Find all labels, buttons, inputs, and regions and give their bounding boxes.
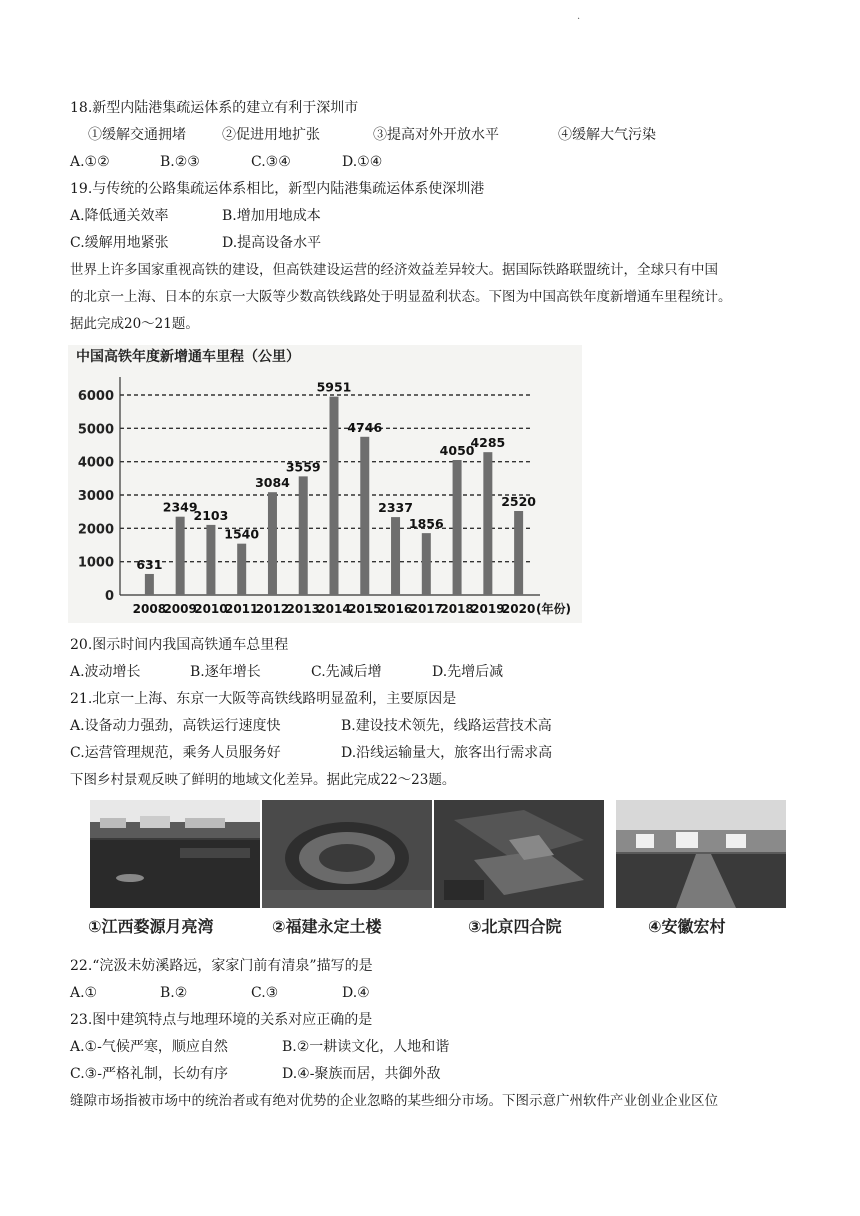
value-label: 5951 <box>316 379 352 395</box>
x-tick-label: 2010 <box>194 602 228 616</box>
q23-option-a: A.①-气候严寒，顺应自然 <box>70 1039 228 1055</box>
page-mark: · <box>577 14 581 25</box>
q20-stem: 20.图示时间内我国高铁通车总里程 <box>70 637 289 653</box>
q18-option-c: C.③④ <box>251 154 291 170</box>
q18-option-b: B.②③ <box>160 154 200 170</box>
value-label: 4285 <box>470 435 506 451</box>
q20-option-b: B.逐年增长 <box>190 664 261 680</box>
passage1-line-2: 的北京一上海、日本的东京一大阪等少数高铁线路处于明显盈利状态。下图为中国高铁年度新增通车里程统计。 <box>70 289 732 305</box>
y-tick-label: 0 <box>104 589 114 604</box>
x-tick-label: 2019 <box>471 602 505 616</box>
y-tick-label: 2000 <box>77 522 114 538</box>
q21-option-a: A.设备动力强劲，高铁运行速度快 <box>70 718 281 734</box>
photo-wuyuan <box>90 800 260 908</box>
value-label: 2520 <box>501 494 537 509</box>
q21-option-d: D.沿线运输量大，旅客出行需求高 <box>341 745 553 761</box>
q23-stem: 23.图中建筑特点与地理环境的关系对应正确的是 <box>70 1012 373 1028</box>
q22-option-d: D.④ <box>342 985 370 1001</box>
photo-caption-2: ②福建永定土楼 <box>272 917 382 936</box>
q20-option-c: C.先减后增 <box>311 664 382 680</box>
value-label: 2337 <box>378 500 413 516</box>
q21-option-c: C.运营管理规范，乘务人员服务好 <box>70 745 281 761</box>
x-tick-label: 2016 <box>378 602 413 616</box>
bar-2012 <box>268 492 277 595</box>
photo-hongcun <box>616 800 786 908</box>
bar-2016 <box>391 517 400 595</box>
value-label: 3559 <box>285 459 321 475</box>
bar-2017 <box>422 533 431 595</box>
q19-option-c: C.缓解用地紧张 <box>70 235 169 251</box>
q22-option-b: B.② <box>160 985 188 1001</box>
bar-2013 <box>299 476 308 595</box>
q18-item-1: ①缓解交通拥堵 <box>88 127 186 143</box>
q18-item-3: ③提高对外开放水平 <box>373 127 499 143</box>
x-tick-label: 2014 <box>317 602 351 616</box>
value-label: 1856 <box>408 516 444 532</box>
x-tick-label: 2008 <box>132 602 167 616</box>
value-label: 631 <box>136 556 163 572</box>
passage1-line-3: 据此完成20～21题。 <box>70 316 199 332</box>
chart-title: 中国高铁年度新增通车里程（公里） <box>76 349 300 365</box>
x-tick-label: 2015 <box>348 602 382 616</box>
photo-caption-1: ①江西婺源月亮湾 <box>88 917 214 936</box>
value-label: 2349 <box>162 499 198 515</box>
x-tick-label: 2018 <box>440 602 474 616</box>
q19-option-b: B.增加用地成本 <box>222 208 321 224</box>
bar-2018 <box>453 460 462 595</box>
bar-2009 <box>176 517 185 595</box>
bar-2014 <box>330 397 339 595</box>
q23-option-c: C.③-严格礼制，长幼有序 <box>70 1066 228 1082</box>
q23-option-b: B.②一耕读文化，人地和谐 <box>282 1039 450 1055</box>
x-tick-label: 2009 <box>163 602 197 616</box>
q21-stem: 21.北京一上海、东京一大阪等高铁线路明显盈利，主要原因是 <box>70 691 457 707</box>
q19-stem: 19.与传统的公路集疏运体系相比，新型内陆港集疏运体系使深圳港 <box>70 181 485 197</box>
y-tick-label: 6000 <box>77 389 114 404</box>
q18-stem: 18.新型内陆港集疏运体系的建立有利于深圳市 <box>70 100 359 116</box>
value-label: 4746 <box>347 419 383 435</box>
rail-mileage-chart <box>68 345 582 623</box>
x-tick-label: 2017 <box>409 602 444 616</box>
y-tick-label: 3000 <box>77 489 114 504</box>
q19-option-a: A.降低通关效率 <box>70 208 169 224</box>
q18-option-d: D.①④ <box>342 154 383 170</box>
q21-option-b: B.建设技术领先，线路运营技术高 <box>341 718 552 734</box>
passage3: 缝隙市场指被市场中的统治者或有绝对优势的企业忽略的某些细分市场。下图示意广州软件产业创业企业区位 <box>70 1093 718 1109</box>
y-tick-label: 1000 <box>77 555 114 571</box>
value-label: 1540 <box>224 526 260 542</box>
x-tick-label: 2011 <box>224 602 259 616</box>
x-tick-label: 2020 <box>501 602 536 616</box>
q18-item-4: ④缓解大气污染 <box>558 127 656 143</box>
q18-item-2: ②促进用地扩张 <box>222 127 320 143</box>
bar-2015 <box>360 437 369 595</box>
bar-2019 <box>483 452 492 595</box>
photo-tulou <box>262 800 432 908</box>
photo-siheyuan <box>434 800 604 908</box>
value-label: 4050 <box>439 443 475 458</box>
value-label: 3084 <box>255 475 290 491</box>
bar-2008 <box>145 574 154 595</box>
bar-2011 <box>237 544 246 595</box>
y-tick-label: 4000 <box>77 455 114 471</box>
q22-option-a: A.① <box>70 985 98 1001</box>
bar-2010 <box>206 525 215 595</box>
village-photos <box>90 800 790 945</box>
passage1-line-1: 世界上许多国家重视高铁的建设，但高铁建设运营的经济效益差异较大。据国际铁路联盟统计，全球只有中国 <box>70 262 718 278</box>
bar-2020 <box>514 511 523 595</box>
x-tick-label: 2013 <box>286 602 320 616</box>
passage2: 下图乡村景观反映了鲜明的地域文化差异。据此完成22～23题。 <box>70 772 456 788</box>
y-tick-label: 5000 <box>77 422 114 438</box>
value-label: 2103 <box>193 507 229 523</box>
x-axis-label: (年份) <box>536 602 571 616</box>
photo-caption-3: ③北京四合院 <box>468 917 562 936</box>
q22-stem: 22.“浣汲未妨溪路远，家家门前有清泉”描写的是 <box>70 958 373 974</box>
chart-svg <box>68 345 582 623</box>
q20-option-d: D.先增后减 <box>432 664 504 680</box>
q20-option-a: A.波动增长 <box>70 664 141 680</box>
q18-option-a: A.①② <box>70 154 110 170</box>
q22-option-c: C.③ <box>251 985 279 1001</box>
photo-caption-4: ④安徽宏村 <box>648 917 726 936</box>
x-tick-label: 2012 <box>255 602 290 616</box>
q23-option-d: D.④-聚族而居，共御外敌 <box>282 1066 441 1082</box>
q19-option-d: D.提高设备水平 <box>222 235 322 251</box>
